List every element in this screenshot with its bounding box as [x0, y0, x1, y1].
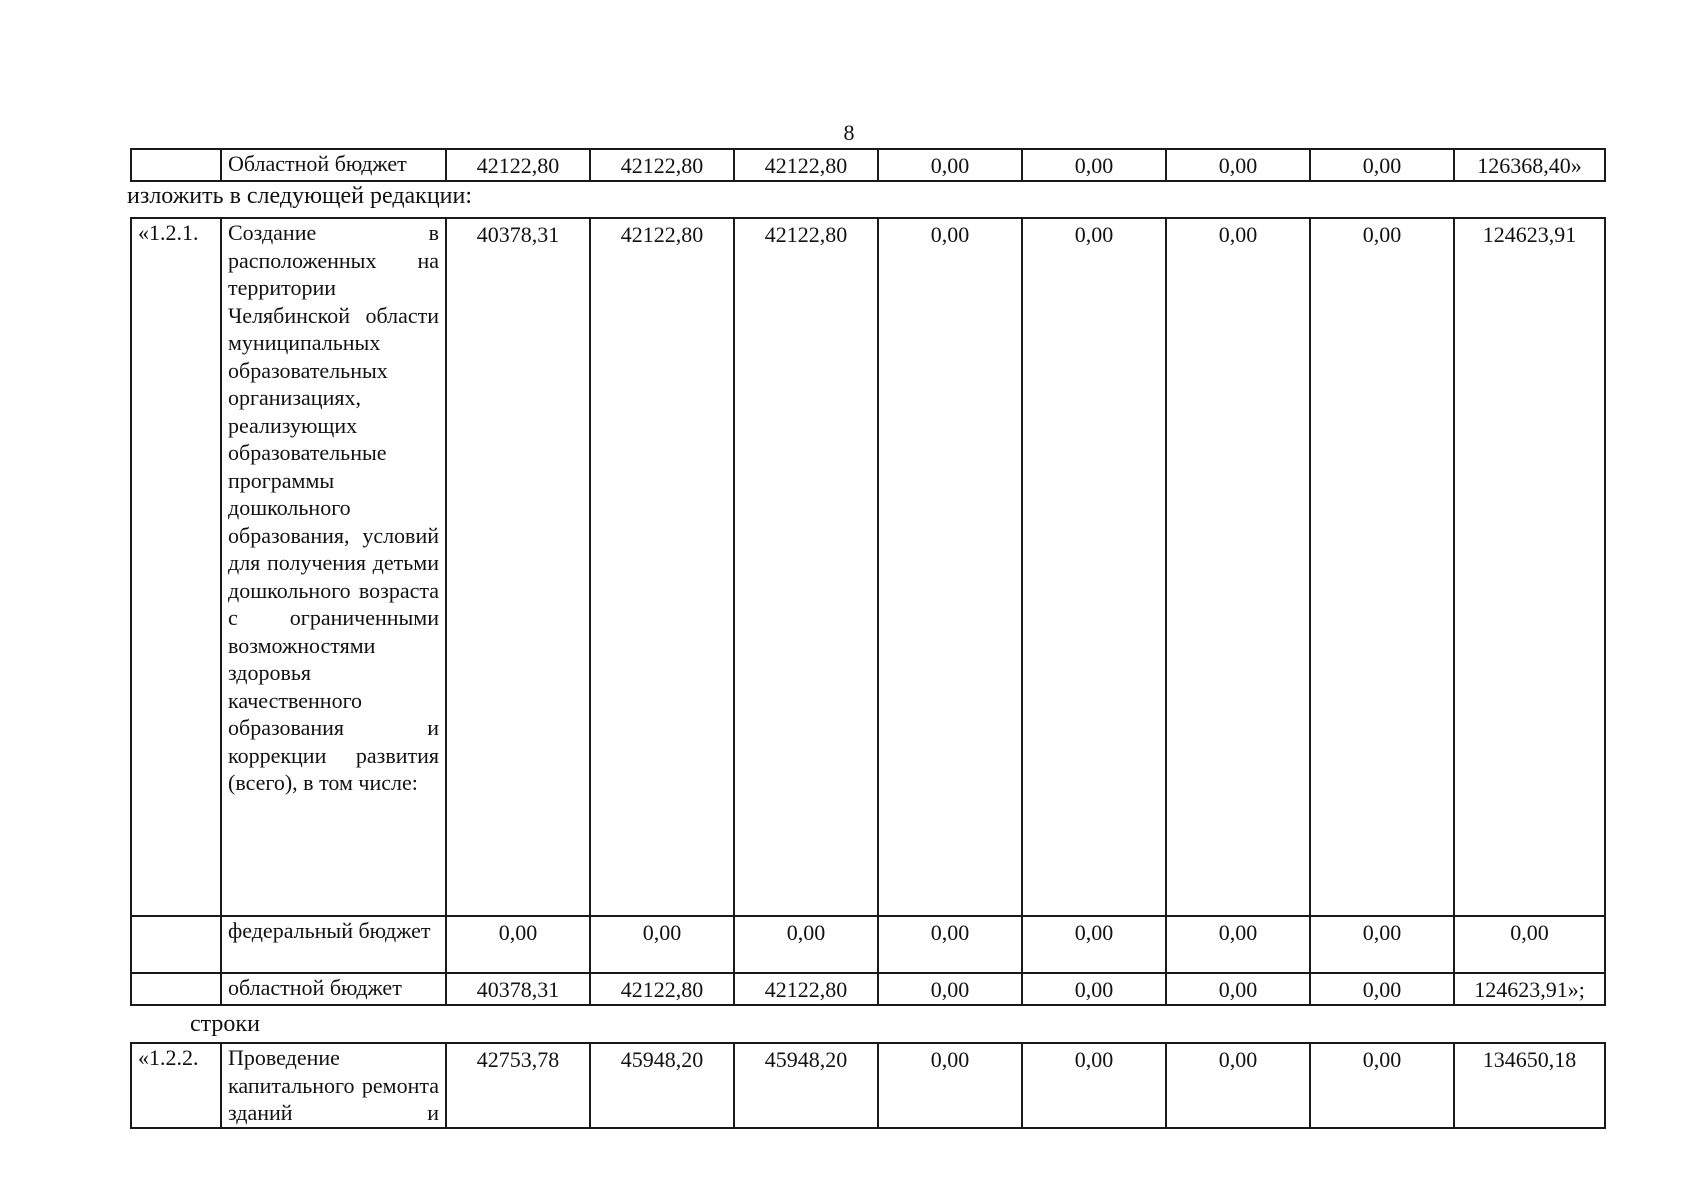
- value-cell: 0,00: [1166, 973, 1310, 1005]
- value-cell: 134650,18: [1454, 1043, 1605, 1128]
- value-cell: 42122,80: [590, 218, 734, 916]
- value-cell: 0,00: [1310, 1043, 1454, 1128]
- value-cell: 42753,78: [446, 1043, 590, 1128]
- budget-table-bottom: [130, 1042, 1606, 1129]
- table-row: [131, 973, 1605, 1005]
- value-cell: 42122,80: [590, 973, 734, 1005]
- value-cell: 0,00: [1166, 218, 1310, 916]
- code-cell: [131, 149, 221, 181]
- value-cell: 0,00: [878, 218, 1022, 916]
- instruction-text: изложить в следующей редакции:: [127, 183, 473, 209]
- value-cell: 42122,80: [734, 218, 878, 916]
- code-cell: «1.2.1.: [131, 218, 221, 916]
- value-cell: 0,00: [878, 916, 1022, 973]
- row-label: федеральный бюджет: [221, 916, 446, 973]
- value-cell: 0,00: [1022, 973, 1166, 1005]
- budget-table-top: [130, 148, 1606, 182]
- row-label: областной бюджет: [221, 973, 446, 1005]
- value-cell: 0,00: [1310, 149, 1454, 181]
- value-cell: 124623,91: [1454, 218, 1605, 916]
- value-cell: 45948,20: [734, 1043, 878, 1128]
- value-cell: 0,00: [1022, 149, 1166, 181]
- value-cell: 0,00: [590, 916, 734, 973]
- value-cell: 0,00: [1022, 1043, 1166, 1128]
- table-row: [131, 1043, 1605, 1128]
- value-cell: 40378,31: [446, 218, 590, 916]
- value-cell: 0,00: [878, 1043, 1022, 1128]
- value-cell: 0,00: [734, 916, 878, 973]
- value-cell: 0,00: [878, 973, 1022, 1005]
- value-cell: 45948,20: [590, 1043, 734, 1128]
- value-cell: 42122,80: [446, 149, 590, 181]
- value-cell: 0,00: [1166, 916, 1310, 973]
- code-cell: «1.2.2.: [131, 1043, 221, 1128]
- value-cell: 126368,40»: [1454, 149, 1605, 181]
- value-cell: 0,00: [1454, 916, 1605, 973]
- row-label: Областной бюджет: [221, 149, 446, 181]
- code-cell: [131, 916, 221, 973]
- table-row: [131, 149, 1605, 181]
- value-cell: 0,00: [1166, 149, 1310, 181]
- value-cell: 0,00: [1166, 1043, 1310, 1128]
- value-cell: 42122,80: [590, 149, 734, 181]
- value-cell: 0,00: [1310, 218, 1454, 916]
- description-cell: Создание в расположенных на территории Челябинской области муниципальных образовательных организациях, реализующих образовательные программы дошкольного образования, условий для получения детьми дошкольного возраста с ограниченными возможностями здоровья качественного образования и коррекции развития (всего), в том числе:: [221, 218, 446, 916]
- table-row: [131, 218, 1605, 916]
- value-cell: 0,00: [878, 149, 1022, 181]
- value-cell: 0,00: [1022, 218, 1166, 916]
- value-cell: 124623,91»;: [1454, 973, 1605, 1005]
- code-cell: [131, 973, 221, 1005]
- page-number: 8: [843, 120, 855, 145]
- value-cell: 40378,31: [446, 973, 590, 1005]
- value-cell: 42122,80: [734, 149, 878, 181]
- instruction-text: строки: [190, 1011, 260, 1037]
- value-cell: 0,00: [1310, 916, 1454, 973]
- budget-table-main: [130, 217, 1606, 1006]
- value-cell: 0,00: [446, 916, 590, 973]
- value-cell: 0,00: [1022, 916, 1166, 973]
- value-cell: 42122,80: [734, 973, 878, 1005]
- description-cell: Проведение капитального ремонта зданий и: [221, 1043, 446, 1128]
- value-cell: 0,00: [1310, 973, 1454, 1005]
- table-row: [131, 916, 1605, 973]
